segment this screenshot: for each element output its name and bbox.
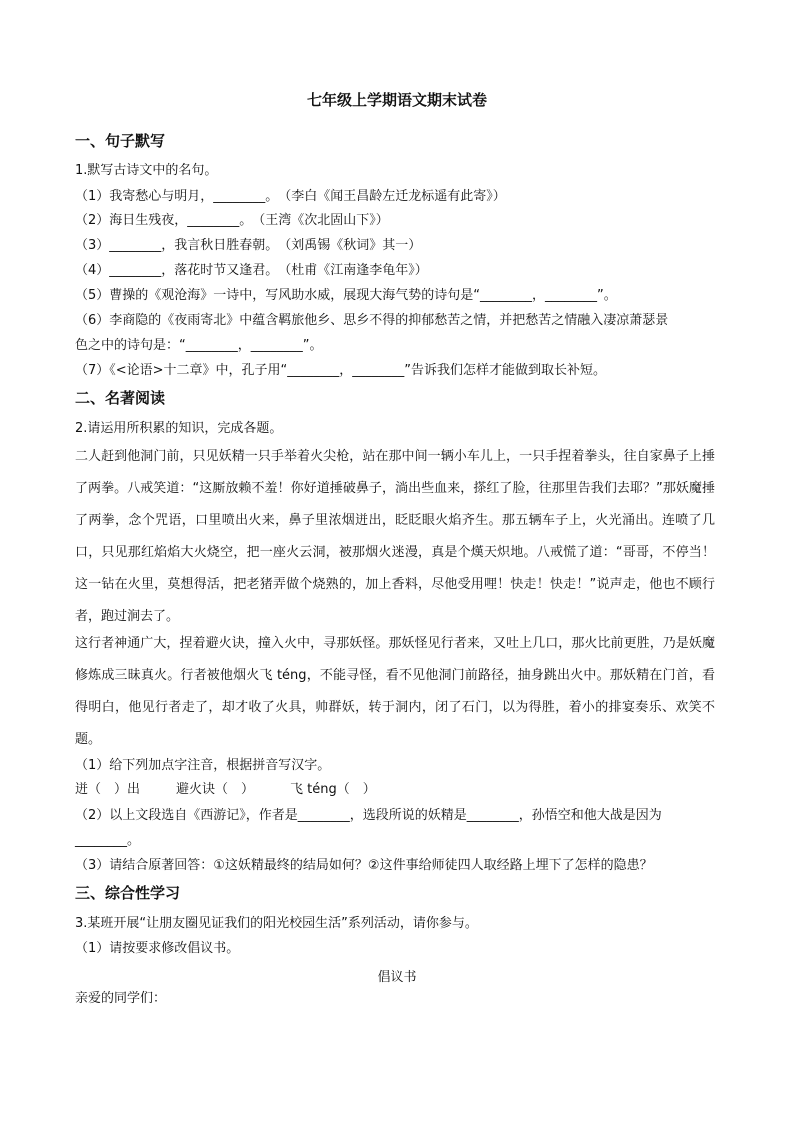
pinyin-item-1: 迸（ ）出 (75, 782, 141, 797)
reading-passage-1: 二人赶到他洞门前，只见妖精一只手举着火尖枪，站在那中间一辆小车儿上，一只手捏着拳头，往自家鼻子上捶了两拳。八戒笑道：“这厮放赖不羞！你好道捶破鼻子，淌出些血来，搽红了脸，往那里告我们去耶？”那妖魔捶了两拳，念个咒语，口里喷出火来，鼻子里浓烟迸出，眨眨眼火焰齐生。那五辆车子上，火光涌出。连喷了几口，只见那红焰焰大火烧空，把一座火云洞，被那烟火迷漫，真是个熯天炽地。八戒慌了道：“哥哥，不停当！这一钻在火里，莫想得活，把老猪弄做个烧熟的，加上香料，尽他受用哩！快走！快走！”说声走，他也不顾行者，跑过涧去了。 (75, 449, 715, 624)
question-1-item-7: （7）《<论语>十二章》中，孔子用“________，________”告诉我们怎样才能做到取长补短。 (75, 363, 607, 378)
question-2-sub-3: （3）请结合原著回答：①这妖精最终的结局如何？②这件事给师徒四人取经路上埋下了怎样的隐患？ (75, 858, 653, 873)
question-1-intro: 1.默写古诗文中的名句。 (75, 163, 218, 178)
section-heading-2: 二、名著阅读 (75, 389, 166, 407)
question-1-item-2: （2）海日生残夜，________。 （王湾《次北固山下》） (75, 213, 389, 228)
page-title: 七年级上学期语文期末试卷 (306, 91, 487, 109)
section-heading-1: 一、句子默写 (75, 132, 166, 150)
section-heading-3: 三、综合性学习 (75, 884, 181, 902)
question-1-item-3: （3）________，我言秋日胜春朝。 （刘禹锡《秋词》其一） (75, 238, 422, 253)
question-3-sub-1: （1）请按要求修改倡议书。 (75, 941, 240, 956)
question-1-item-6b: 色之中的诗句是：“________，________”。 (75, 338, 323, 353)
question-1-item-6a: （6）李商隐的《夜雨寄北》中蕴含羁旅他乡、思乡不得的抑郁愁苦之情，并把愁苦之情融入凄凉萧瑟景 (75, 313, 669, 328)
question-1-item-4: （4）________，落花时节又逢君。 （杜甫《江南逢李龟年》） (75, 263, 428, 278)
question-2-sub-2a: （2）以上文段选自《西游记》，作者是________，选段所说的妖精是________，孙悟空和他大战是因为 (75, 808, 662, 823)
pinyin-item-2: 避火诀（ ） (176, 782, 255, 797)
question-1-item-1: （1）我寄愁心与明月，________。 （李白《闻王昌龄左迁龙标遥有此寄》） (75, 189, 506, 204)
question-3-intro: 3.某班开展“让朋友圈见证我们的阳光校园生活”系列活动，请你参与。 (75, 916, 478, 931)
question-2-sub-2b: ________。 (75, 833, 141, 848)
question-2-intro: 2.请运用所积累的知识，完成各题。 (75, 421, 283, 436)
proposal-greeting: 亲爱的同学们： (75, 991, 167, 1006)
proposal-title: 倡议书 (377, 970, 417, 985)
reading-passage-2: 这行者神通广大，捏着避火诀，撞入火中，寻那妖怪。那妖怪见行者来，又吐上几口，那火比前更胜，乃是妖魔修炼成三昧真火。行者被他烟火飞 téng，不能寻怪，看不见他洞门前路径，抽身跳出火中。那妖精在门首，看得明白，他见行者走了，却才收了火具，帅群妖，转于洞内，闭了石门，以为得胜，着小的排宴奏乐、欢笑不题。 (75, 636, 715, 747)
pinyin-item-3: 飞 téng（ ） (290, 782, 376, 797)
question-1-item-5: （5）曹操的《观沧海》一诗中，写风助水威，展现大海气势的诗句是“________，________”。 (75, 288, 617, 303)
question-2-sub-1: （1）给下列加点字注音，根据拼音写汉字。 (75, 758, 331, 773)
